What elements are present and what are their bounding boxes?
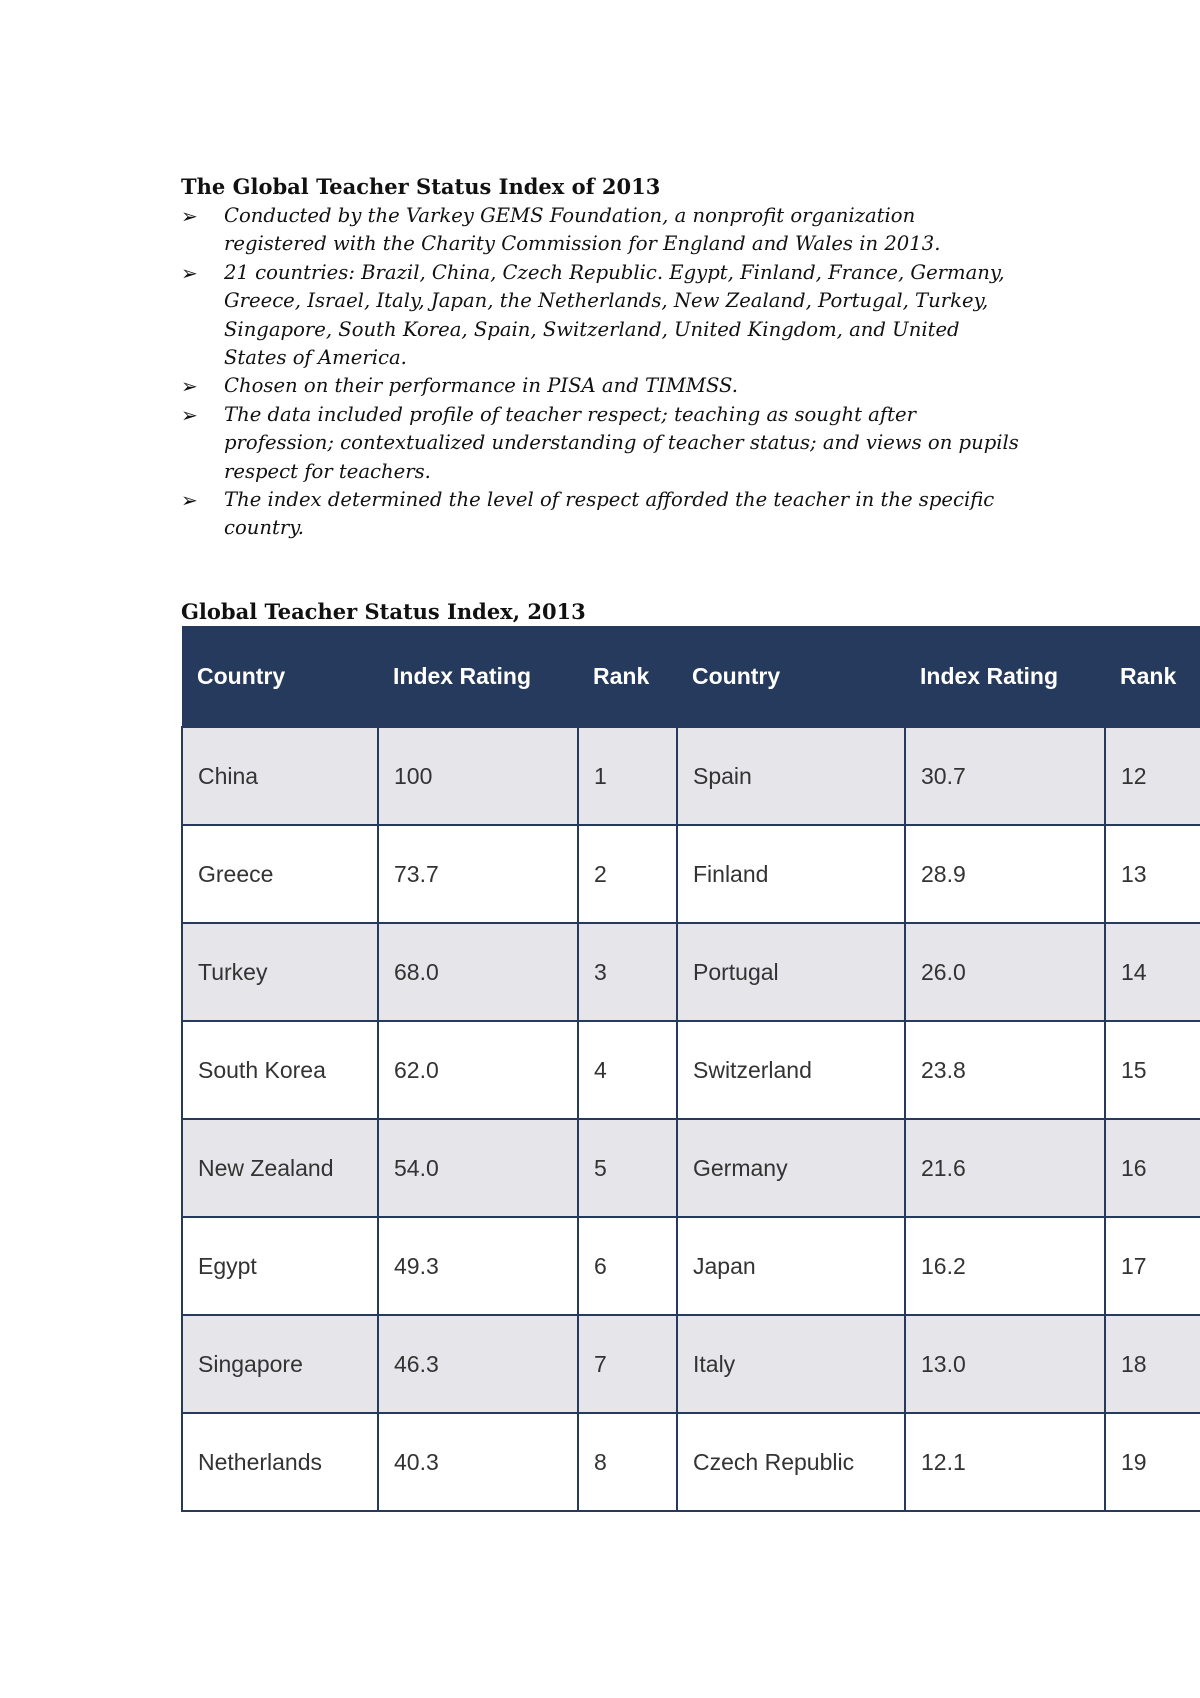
cell-index-rating: 68.0 [378,923,578,1021]
cell-country: Germany [677,1119,905,1217]
cell-index-rating: 54.0 [378,1119,578,1217]
teacher-status-table [181,626,1200,1512]
cell-index-rating: 100 [378,727,578,825]
column-header-country: Country [182,626,378,727]
cell-country: Netherlands [182,1413,378,1511]
cell-country: Finland [677,825,905,923]
cell-rank: 16 [1105,1119,1200,1217]
column-header-rank: Rank [1105,626,1200,727]
cell-index-rating: 40.3 [378,1413,578,1511]
cell-country: China [182,727,378,825]
cell-index-rating: 30.7 [905,727,1105,825]
cell-country: Spain [677,727,905,825]
bullet-item [181,401,1021,486]
cell-country: Portugal [677,923,905,1021]
cell-country: Czech Republic [677,1413,905,1511]
arrow-bullet-icon: ➢ [181,374,198,399]
bullet-text: The data included profile of teacher respect; teaching as sought after profession; contextualized understanding of teacher status; and views on pupils respect for teachers. [224,402,1019,483]
cell-country: Singapore [182,1315,378,1413]
cell-rank: 8 [578,1413,677,1511]
bullet-text: The index determined the level of respect afforded the teacher in the specific country. [224,488,995,540]
cell-index-rating: 16.2 [905,1217,1105,1315]
arrow-bullet-icon: ➢ [181,260,198,285]
cell-index-rating: 13.0 [905,1315,1105,1413]
cell-country: Japan [677,1217,905,1315]
cell-rank: 6 [578,1217,677,1315]
cell-country: Egypt [182,1217,378,1315]
bullet-item [181,259,1021,373]
cell-index-rating: 73.7 [378,825,578,923]
cell-rank: 17 [1105,1217,1200,1315]
cell-index-rating: 62.0 [378,1021,578,1119]
cell-index-rating: 49.3 [378,1217,578,1315]
bullet-item [181,372,1021,400]
table-row [182,1217,1200,1315]
cell-country: Greece [182,825,378,923]
cell-country: Switzerland [677,1021,905,1119]
bullet-text: 21 countries: Brazil, China, Czech Republic. Egypt, Finland, France, Germany, Greece, Israel, Italy, Japan, the Netherlands, New Zealand, Portugal, Turkey, Singapore, South Korea, Spain, Switzerland, United Kingdom, and United States of America. [224,260,1005,370]
cell-country: New Zealand [182,1119,378,1217]
cell-index-rating: 21.6 [905,1119,1105,1217]
cell-country: South Korea [182,1021,378,1119]
cell-index-rating: 23.8 [905,1021,1105,1119]
bullet-item [181,486,1021,543]
cell-country: Italy [677,1315,905,1413]
cell-rank: 7 [578,1315,677,1413]
cell-rank: 12 [1105,727,1200,825]
cell-rank: 18 [1105,1315,1200,1413]
column-header-country: Country [677,626,905,727]
bullet-list [181,202,1021,543]
cell-rank: 14 [1105,923,1200,1021]
table-row [182,1021,1200,1119]
arrow-bullet-icon: ➢ [181,402,198,427]
table-header-row [182,626,1200,727]
bullet-item [181,202,1021,259]
column-header-index-rating: Index Rating [378,626,578,727]
table-row [182,727,1200,825]
cell-rank: 2 [578,825,677,923]
arrow-bullet-icon: ➢ [181,488,198,513]
column-header-rank: Rank [578,626,677,727]
table-row [182,1315,1200,1413]
table-row [182,923,1200,1021]
cell-rank: 4 [578,1021,677,1119]
table-caption: Global Teacher Status Index, 2013 [181,599,586,624]
document-title: The Global Teacher Status Index of 2013 [181,174,661,199]
cell-index-rating: 12.1 [905,1413,1105,1511]
cell-rank: 15 [1105,1021,1200,1119]
cell-rank: 3 [578,923,677,1021]
table-row [182,1413,1200,1511]
cell-index-rating: 26.0 [905,923,1105,1021]
column-header-index-rating: Index Rating [905,626,1105,727]
cell-rank: 5 [578,1119,677,1217]
cell-country: Turkey [182,923,378,1021]
cell-rank: 19 [1105,1413,1200,1511]
cell-rank: 1 [578,727,677,825]
bullet-text: Conducted by the Varkey GEMS Foundation, a nonprofit organization registered with the Charity Commission for England and Wales in 2013. [224,204,941,256]
table-row [182,1119,1200,1217]
table-row [182,825,1200,923]
cell-index-rating: 28.9 [905,825,1105,923]
cell-rank: 13 [1105,825,1200,923]
arrow-bullet-icon: ➢ [181,204,198,228]
bullet-text: Chosen on their performance in PISA and TIMMSS. [224,374,738,398]
cell-index-rating: 46.3 [378,1315,578,1413]
